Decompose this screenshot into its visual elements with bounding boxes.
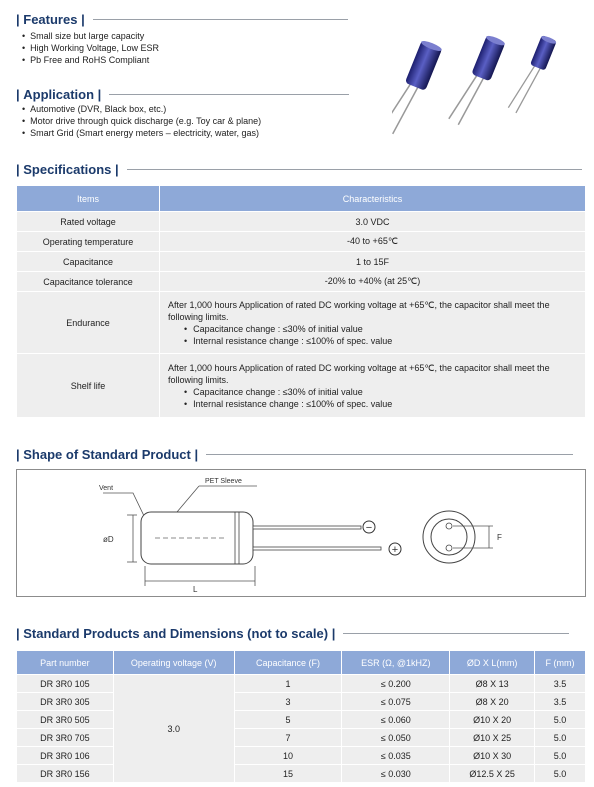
application-heading: | Application | (16, 87, 349, 102)
f-label: F (497, 533, 502, 542)
column-header: Capacitance (F) (234, 651, 342, 675)
list-item: • High Working Voltage, Low ESR (22, 42, 159, 54)
f-value: 5.0 (535, 729, 586, 747)
negative-lead (253, 526, 361, 529)
list-item: • Smart Grid (Smart energy meters – electricity, water, gas) (22, 127, 261, 139)
capacitor-large (392, 38, 443, 140)
table-row (17, 693, 586, 711)
size: Ø12.5 X 25 (450, 765, 535, 783)
f-value: 3.5 (535, 693, 586, 711)
part-number: DR 3R0 305 (17, 693, 114, 711)
pet-leader-line (177, 486, 199, 512)
part-number: DR 3R0 105 (17, 675, 114, 693)
table-header-row (17, 651, 586, 675)
column-header: F (mm) (535, 651, 586, 675)
features-list (22, 30, 159, 66)
esr: ≤ 0.075 (342, 693, 450, 711)
part-number: DR 3R0 505 (17, 711, 114, 729)
table-row (17, 765, 586, 783)
capacitance: 10 (234, 747, 342, 765)
spec-value (160, 354, 586, 418)
shelf-life-limits (168, 386, 577, 410)
dimensions-title: Standard Products and Dimensions (not to scale) (23, 626, 329, 641)
spec-value: 1 to 15F (160, 252, 586, 272)
size: Ø10 X 20 (450, 711, 535, 729)
capacitor-small (508, 33, 557, 117)
spec-item: Rated voltage (17, 212, 160, 232)
size: Ø8 X 13 (450, 675, 535, 693)
esr: ≤ 0.060 (342, 711, 450, 729)
spec-item: Capacitance (17, 252, 160, 272)
spec-value: -20% to +40% (at 25℃) (160, 272, 586, 292)
specifications-table (16, 185, 586, 418)
capacitor-medium (448, 33, 506, 130)
capacitance: 15 (234, 765, 342, 783)
size: Ø10 X 30 (450, 747, 535, 765)
specifications-title: Specifications (23, 162, 112, 177)
shape-diagram (16, 469, 586, 597)
size: Ø10 X 25 (450, 729, 535, 747)
operating-voltage: 3.0 (113, 675, 234, 783)
length-label: L (193, 585, 198, 594)
esr: ≤ 0.030 (342, 765, 450, 783)
endurance-text: After 1,000 hours Application of rated DC working voltage at +65℃, the capacitor shall meet the following limits. (168, 299, 550, 322)
list-item: • Pb Free and RoHS Compliant (22, 54, 159, 66)
capacitor-product-image (392, 30, 582, 140)
column-header: Operating voltage (V) (113, 651, 234, 675)
capacitor-dimension-drawing (17, 470, 585, 596)
spec-item: Capacitance tolerance (17, 272, 160, 292)
table-row (17, 711, 586, 729)
list-item: • Internal resistance change : ≤100% of spec. value (184, 398, 577, 410)
esr: ≤ 0.200 (342, 675, 450, 693)
esr: ≤ 0.035 (342, 747, 450, 765)
endurance-limits (168, 323, 577, 347)
column-header: Characteristics (160, 186, 586, 212)
dimensions-heading: | Standard Products and Dimensions (not to scale) | (16, 626, 569, 641)
specifications-heading: | Specifications | (16, 162, 582, 177)
dimensions-table (16, 650, 586, 783)
part-number: DR 3R0 106 (17, 747, 114, 765)
spec-value: -40 to +65℃ (160, 232, 586, 252)
table-row (17, 747, 586, 765)
diameter-label: øD (103, 535, 114, 544)
list-item: • Internal resistance change : ≤100% of spec. value (184, 335, 577, 347)
f-value: 5.0 (535, 747, 586, 765)
table-row (17, 729, 586, 747)
table-row (17, 354, 586, 418)
minus-label: − (365, 522, 373, 534)
spec-item: Shelf life (17, 354, 160, 418)
capacitance: 1 (234, 675, 342, 693)
column-header: ESR (Ω, @1kHZ) (342, 651, 450, 675)
esr: ≤ 0.050 (342, 729, 450, 747)
spec-value: 3.0 VDC (160, 212, 586, 232)
table-row (17, 252, 586, 272)
table-row (17, 232, 586, 252)
column-header: Part number (17, 651, 114, 675)
table-row (17, 272, 586, 292)
positive-lead (253, 547, 381, 550)
table-row (17, 212, 586, 232)
f-value: 3.5 (535, 675, 586, 693)
vent-leader-line (103, 493, 145, 518)
part-number: DR 3R0 156 (17, 765, 114, 783)
table-header-row (17, 186, 586, 212)
spec-value (160, 292, 586, 354)
part-number: DR 3R0 705 (17, 729, 114, 747)
list-item: • Motor drive through quick discharge (e.g. Toy car & plane) (22, 115, 261, 127)
application-list (22, 103, 261, 139)
column-header: ØD X L(mm) (450, 651, 535, 675)
plus-label: + (391, 544, 399, 556)
vent-label: Vent (99, 485, 114, 492)
column-header: Items (17, 186, 160, 212)
capacitance: 5 (234, 711, 342, 729)
shape-heading: | Shape of Standard Product | (16, 447, 573, 462)
lead-hole-top (446, 523, 452, 529)
shape-title: Shape of Standard Product (23, 447, 191, 462)
application-title: Application (23, 87, 95, 102)
size: Ø8 X 20 (450, 693, 535, 711)
features-title: Features (23, 12, 78, 27)
capacitance: 3 (234, 693, 342, 711)
table-row (17, 675, 586, 693)
spec-item: Operating temperature (17, 232, 160, 252)
pet-sleeve-label: PET Sleeve (205, 478, 242, 485)
list-item: • Capacitance change : ≤30% of initial value (184, 323, 577, 335)
f-value: 5.0 (535, 711, 586, 729)
capacitance: 7 (234, 729, 342, 747)
list-item: • Automotive (DVR, Black box, etc.) (22, 103, 261, 115)
features-heading: | Features | (16, 12, 348, 27)
f-value: 5.0 (535, 765, 586, 783)
spec-item: Endurance (17, 292, 160, 354)
lead-hole-bottom (446, 545, 452, 551)
list-item: • Capacitance change : ≤30% of initial value (184, 386, 577, 398)
list-item: • Small size but large capacity (22, 30, 159, 42)
shelf-life-text: After 1,000 hours Application of rated DC working voltage at +65℃, the capacitor shall meet the following limits. (168, 362, 550, 385)
table-row (17, 292, 586, 354)
